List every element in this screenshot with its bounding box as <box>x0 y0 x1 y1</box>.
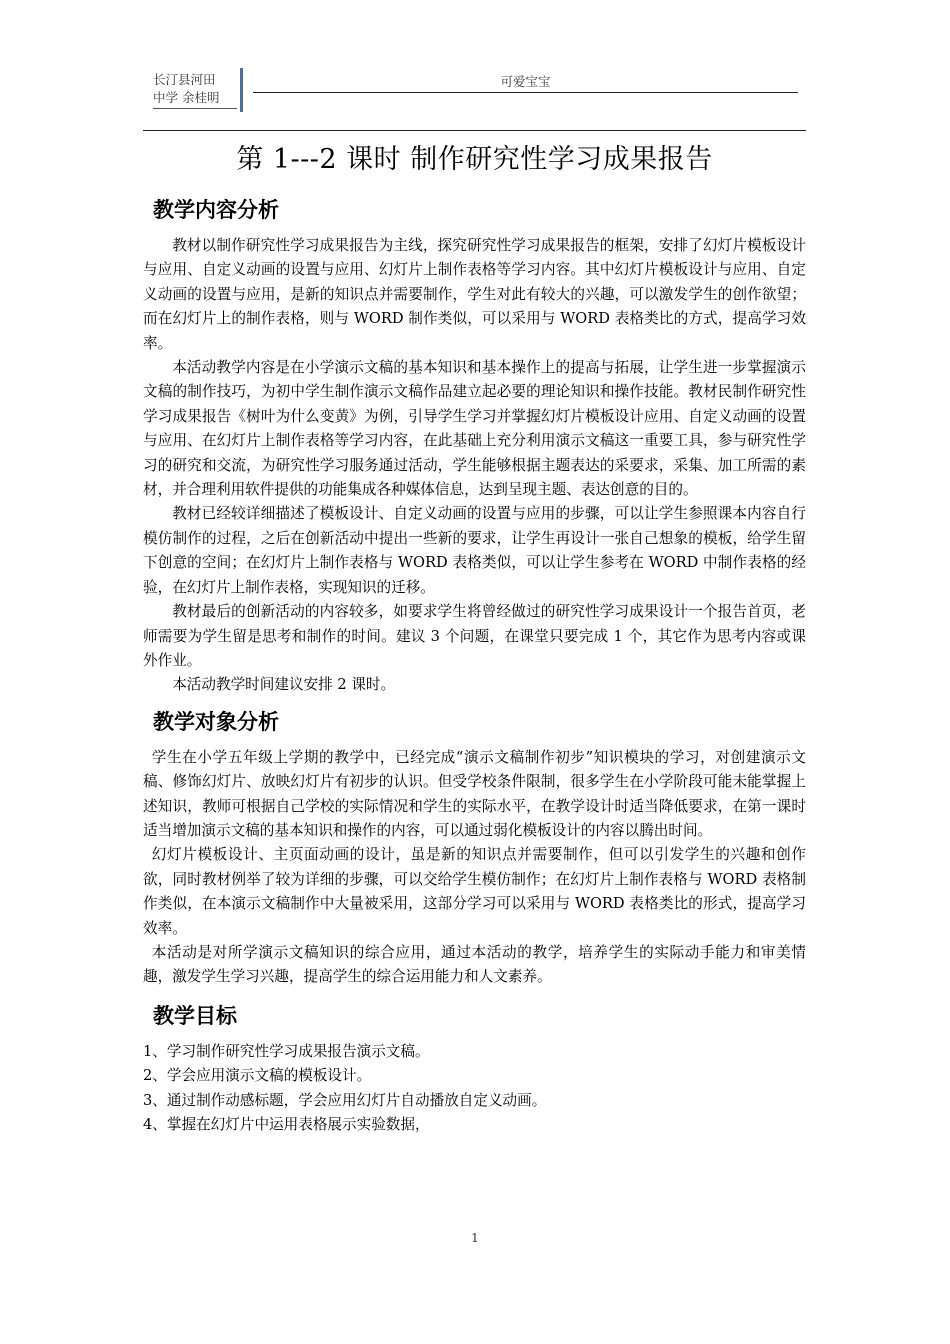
document-body <box>143 192 806 1138</box>
section-heading-objectives: 教学目标 <box>153 1003 237 1028</box>
paragraph: 幻灯片模板设计、主页面动画的设计，虽是新的知识点并需要制作，但可以引发学生的兴趣和创作欲，同时教材例举了较为详细的步骤，可以交给学生模仿制作；在幻灯片上制作表格与 WORD 表格制作类似，在本演示文稿制作中大量被采用，这部分学习可以采用与 WORD 表格类比的形式，提高学习效率。 <box>143 846 806 937</box>
header-school-author: 中学 余桂明 <box>153 89 237 109</box>
paragraph: 本活动教学内容是在小学演示文稿的基本知识和基本操作上的提高与拓展，让学生进一步掌握演示文稿的制作技巧，为初中学生制作演示文稿作品建立起必要的理论知识和操作技能。教材民制作研究性学习成果报告《树叶为什么变黄》为例，引导学生学习并掌握幻灯片模板设计应用、自定义动画的设置与应用、在幻灯片上制作表格等学习内容，在此基础上充分利用演示文稿这一重要工具，参与研究性学习的研究和交流，为研究性学习服务通过活动，学生能够根据主题表达的采要求，采集、加工所需的素材，并合理利用软件提供的功能集成各种媒体信息，达到呈现主题、表达创意的目的。 <box>143 359 806 499</box>
paragraph: 学生在小学五年级上学期的教学中，已经完成“演示文稿制作初步”知识模块的学习，对创建演示文稿、修饰幻灯片、放映幻灯片有初步的认识。但受学校条件限制，很多学生在小学阶段可能未能掌握上述知识，教师可根据自己学校的实际情况和学生的实际水平，在教学设计时适当降低要求，在第一课时适当增加演示文稿的基本知识和操作的内容，可以通过弱化模板设计的内容以腾出时间。 <box>143 748 806 839</box>
header-title: 可爱宝宝 <box>500 74 551 89</box>
section-heading-student-analysis: 教学对象分析 <box>153 709 279 734</box>
section-heading-content-analysis: 教学内容分析 <box>153 198 279 222</box>
page-number: 1 <box>471 1231 479 1245</box>
header-accent-bar <box>240 68 243 112</box>
paragraph: 本活动教学时间建议安排 2 课时。 <box>172 676 396 694</box>
paragraph: 教材以制作研究性学习成果报告为主线，探究研究性学习成果报告的框架，安排了幻灯片模板设计与应用、自定义动画的设置与应用、幻灯片上制作表格等学习内容。其中幻灯片模板设计与应用、自定义动画的设置与应用，是新的知识点并需要制作，学生对此有较大的兴趣，可以激发学生的创作欲望；而在幻灯片上的制作表格，则与 WORD 制作类似，可以采用与 WORD 表格类比的方式，提高学习效率。 <box>143 237 806 352</box>
page-title: 第 1---2 课时 制作研究性学习成果报告 <box>236 144 713 175</box>
paragraph: 教材最后的创新活动的内容较多，如要求学生将曾经做过的研究性学习成果设计一个报告首页，老师需要为学生留是思考和制作的时间。建议 3 个问题，在课堂只要完成 1 个，其它作为思考内容或课外作业。 <box>143 603 806 669</box>
paragraph: 本活动是对所学演示文稿知识的综合应用，通过本活动的教学，培养学生的实际动手能力和审美情趣，激发学生学习兴趣，提高学生的综合运用能力和人文素养。 <box>143 943 806 986</box>
list-item: 2、学会应用演示文稿的模板设计。 <box>143 1067 372 1085</box>
header-author <box>153 71 237 109</box>
list-item: 4、掌握在幻灯片中运用表格展示实验数据， <box>143 1116 430 1134</box>
title-rule <box>143 130 806 131</box>
list-item: 1、学习制作研究性学习成果报告演示文稿。 <box>143 1042 430 1060</box>
list-item: 3、通过制作动感标题，学会应用幻灯片自动播放自定义动画。 <box>143 1091 547 1109</box>
header-school: 长汀县河田 <box>153 72 216 87</box>
paragraph: 教材已经较详细描述了模板设计、自定义动画的设置与应用的步骤，可以让学生参照课本内容自行模仿制作的过程，之后在创新活动中提出一些新的要求，让学生再设计一张自己想象的模板，给学生留下创意的空间；在幻灯片上制作表格与 WORD 表格类似，可以让学生参考在 WORD 中制作表格的经验，在幻灯片上制作表格，实现知识的迁移。 <box>143 505 806 596</box>
header-underline <box>253 92 798 93</box>
